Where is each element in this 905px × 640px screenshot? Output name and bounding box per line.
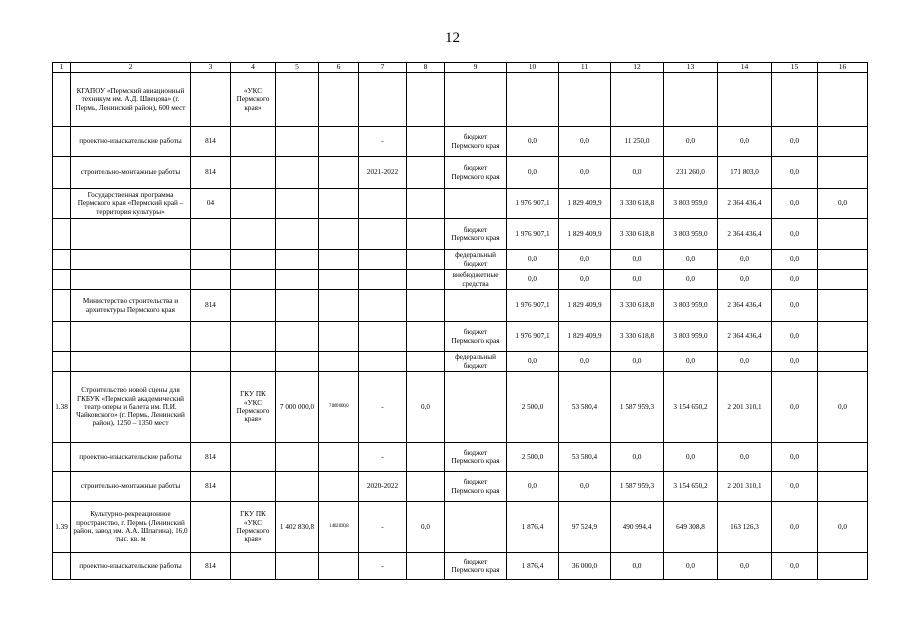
table-cell: 0,0 <box>611 157 664 189</box>
column-header: 16 <box>818 63 868 73</box>
table-cell: бюджет Пермского края <box>445 219 507 250</box>
column-header: 2 <box>71 63 191 73</box>
table-cell: 0,0 <box>818 189 868 219</box>
table-cell <box>319 157 359 189</box>
table-cell: 0,0 <box>772 270 818 290</box>
table-cell: 3 330 618,8 <box>611 219 664 250</box>
table-cell <box>276 553 319 580</box>
table-cell: 0,0 <box>772 502 818 553</box>
table-cell <box>818 290 868 322</box>
table-cell: 2 364 436,4 <box>718 322 772 352</box>
table-cell: 0,0 <box>818 502 868 553</box>
table-cell <box>319 472 359 502</box>
table-cell <box>231 189 276 219</box>
table-cell <box>445 372 507 443</box>
table-cell <box>818 250 868 270</box>
table-cell <box>319 127 359 157</box>
table-cell <box>276 443 319 472</box>
table-cell <box>359 250 407 270</box>
table-cell: 53 580,4 <box>559 372 611 443</box>
table-row <box>53 219 868 250</box>
table-cell <box>818 73 868 127</box>
table-cell: бюджет Пермского края <box>445 127 507 157</box>
table-cell: 0,0 <box>664 553 718 580</box>
table-cell: - <box>359 553 407 580</box>
table-cell: ГКУ ПК «УКС Пермского края» <box>231 502 276 553</box>
table-cell: 0,0 <box>507 157 559 189</box>
table-cell: 0,0 <box>507 250 559 270</box>
table-cell: федеральный бюджет <box>445 250 507 270</box>
column-header: 13 <box>664 63 718 73</box>
table-cell <box>818 352 868 372</box>
table-cell: 0,0 <box>507 270 559 290</box>
table-cell <box>818 270 868 290</box>
table-cell: 0,0 <box>664 352 718 372</box>
table-cell: 3 330 618,8 <box>611 322 664 352</box>
table-cell: 1 829 409,9 <box>559 290 611 322</box>
table-cell <box>231 290 276 322</box>
table-cell <box>319 73 359 127</box>
table-cell: 0,0 <box>772 352 818 372</box>
table-cell: 0,0 <box>611 250 664 270</box>
table-cell: - <box>359 502 407 553</box>
table-cell: 0,0 <box>664 443 718 472</box>
table-cell: 3 803 959,0 <box>664 189 718 219</box>
table-cell <box>71 322 191 352</box>
table-cell: 1 587 959,3 <box>611 472 664 502</box>
table-cell <box>407 553 445 580</box>
table-cell: 0,0 <box>507 127 559 157</box>
table-cell: 814 <box>191 157 231 189</box>
column-header: 12 <box>611 63 664 73</box>
table-cell: 0,0 <box>718 127 772 157</box>
table-cell <box>319 322 359 352</box>
table-cell: бюджет Пермского края <box>445 472 507 502</box>
table-cell: 1 829 409,9 <box>559 189 611 219</box>
table-cell: - <box>359 443 407 472</box>
table-cell <box>407 472 445 502</box>
table-cell: 171 803,0 <box>718 157 772 189</box>
table-cell <box>231 219 276 250</box>
table-cell <box>611 73 664 127</box>
table-cell <box>191 250 231 270</box>
table-cell <box>664 73 718 127</box>
table-cell <box>359 270 407 290</box>
table-cell <box>191 372 231 443</box>
table-cell: 814 <box>191 290 231 322</box>
table-cell: федеральный бюджет <box>445 352 507 372</box>
table-cell: 36 000,0 <box>559 553 611 580</box>
table-cell <box>507 73 559 127</box>
table-cell: 1 976 907,1 <box>507 322 559 352</box>
table-cell <box>319 352 359 372</box>
table-cell <box>445 290 507 322</box>
table-cell <box>53 127 71 157</box>
table-cell <box>53 443 71 472</box>
table-cell: 3 803 959,0 <box>664 219 718 250</box>
table-cell <box>276 270 319 290</box>
table-cell: 0,0 <box>611 270 664 290</box>
table-cell <box>359 73 407 127</box>
table-cell: 163 126,3 <box>718 502 772 553</box>
table-cell: 0,0 <box>772 250 818 270</box>
table-cell <box>445 73 507 127</box>
table-cell <box>231 553 276 580</box>
table-cell <box>231 322 276 352</box>
table-cell: 0,0 <box>772 127 818 157</box>
table-cell: 97 524,9 <box>559 502 611 553</box>
table-cell <box>359 352 407 372</box>
table-cell <box>818 472 868 502</box>
table-cell <box>445 189 507 219</box>
table-cell: Государственная программа Пермского края «Пермский край – территория культуры» <box>71 189 191 219</box>
table-cell: 2021-2022 <box>359 157 407 189</box>
table-cell: 814 <box>191 553 231 580</box>
table-cell: 814 <box>191 472 231 502</box>
table-cell: 0,0 <box>507 472 559 502</box>
table-row <box>53 250 868 270</box>
table-cell <box>276 73 319 127</box>
table-row <box>53 502 868 553</box>
table-cell: 0,0 <box>772 443 818 472</box>
table-cell <box>319 250 359 270</box>
table-cell <box>276 189 319 219</box>
table-cell <box>231 443 276 472</box>
table-cell: 0,0 <box>772 290 818 322</box>
table-cell <box>53 73 71 127</box>
table-cell <box>276 127 319 157</box>
table-cell: 0,0 <box>718 270 772 290</box>
table-cell: 1 876,4 <box>507 553 559 580</box>
table-cell: 0,0 <box>559 472 611 502</box>
table-cell: бюджет Пермского края <box>445 322 507 352</box>
table-cell: «УКС Пермского края» <box>231 73 276 127</box>
table-cell <box>818 157 868 189</box>
table-cell <box>319 189 359 219</box>
table-row <box>53 73 868 127</box>
column-header: 14 <box>718 63 772 73</box>
table-cell: 2 364 436,4 <box>718 290 772 322</box>
table-cell <box>276 219 319 250</box>
table-row <box>53 472 868 502</box>
table-row <box>53 322 868 352</box>
table-cell: 2020-2022 <box>359 472 407 502</box>
table-cell: 2 201 310,1 <box>718 372 772 443</box>
column-header: 8 <box>407 63 445 73</box>
table-cell: 53 580,4 <box>559 443 611 472</box>
column-header: 1 <box>53 63 71 73</box>
table-cell: 814 <box>191 127 231 157</box>
table-row <box>53 157 868 189</box>
table-cell: 7 000 000,0 <box>276 372 319 443</box>
table-cell <box>191 322 231 352</box>
table-cell: Культурно-рекреационное пространство, г. Пермь (Ленинский район, завод им. А.А. Шпагина), 16,0 тыс. кв. м <box>71 502 191 553</box>
table-cell: 649 308,8 <box>664 502 718 553</box>
table-cell: 1 976 907,1 <box>507 290 559 322</box>
table-cell: 3 330 618,8 <box>611 290 664 322</box>
table-cell <box>53 290 71 322</box>
table-row <box>53 270 868 290</box>
table-cell <box>276 250 319 270</box>
table-cell: строительно-монтажные работы <box>71 157 191 189</box>
table-cell <box>191 219 231 250</box>
table-cell <box>818 127 868 157</box>
table-cell <box>407 219 445 250</box>
table-cell: - <box>359 372 407 443</box>
table-cell <box>231 250 276 270</box>
table-cell: 3 803 959,0 <box>664 322 718 352</box>
table-cell: 0,0 <box>772 372 818 443</box>
table-cell <box>53 322 71 352</box>
table-cell: 0,0 <box>772 553 818 580</box>
table-cell <box>319 270 359 290</box>
table-cell <box>319 553 359 580</box>
table-cell <box>772 73 818 127</box>
table-cell: 11 250,0 <box>611 127 664 157</box>
table-cell: 3 803 959,0 <box>664 290 718 322</box>
header-row <box>53 63 868 73</box>
table-cell <box>359 219 407 250</box>
table-cell: 2 500,0 <box>507 372 559 443</box>
table-cell <box>407 443 445 472</box>
table-cell: 231 260,0 <box>664 157 718 189</box>
table-cell: 0,0 <box>664 250 718 270</box>
table-cell: проектно-изыскательские работы <box>71 443 191 472</box>
table-cell: 0,0 <box>718 443 772 472</box>
table-cell: 0,0 <box>718 352 772 372</box>
table-row <box>53 189 868 219</box>
table-row <box>53 127 868 157</box>
table-cell <box>53 189 71 219</box>
table-cell: 1 976 907,1 <box>507 189 559 219</box>
table-cell: 0,0 <box>772 157 818 189</box>
table-cell <box>71 250 191 270</box>
table-cell: 0,0 <box>507 352 559 372</box>
table-cell: бюджет Пермского края <box>445 443 507 472</box>
table-cell <box>818 553 868 580</box>
table-cell: 0,0 <box>559 270 611 290</box>
table-cell: 814 <box>191 443 231 472</box>
table-cell <box>71 352 191 372</box>
column-header: 4 <box>231 63 276 73</box>
table-cell: проектно-изыскательские работы <box>71 127 191 157</box>
column-header: 3 <box>191 63 231 73</box>
table-cell: 3 154 650,2 <box>664 472 718 502</box>
column-header: 10 <box>507 63 559 73</box>
table-cell: бюджет Пермского края <box>445 157 507 189</box>
table-cell <box>319 219 359 250</box>
table-cell <box>407 322 445 352</box>
table-cell <box>319 290 359 322</box>
table-cell: 0,0 <box>611 553 664 580</box>
table-cell: 490 994,4 <box>611 502 664 553</box>
table-cell <box>71 270 191 290</box>
table-row <box>53 352 868 372</box>
table-cell: 0,0 <box>718 553 772 580</box>
table-cell: 0,0 <box>611 352 664 372</box>
table-cell <box>319 443 359 472</box>
table-cell <box>191 73 231 127</box>
table-cell <box>191 270 231 290</box>
table-cell <box>359 290 407 322</box>
table-cell: строительно-монтажные работы <box>71 472 191 502</box>
table-cell: 0,0 <box>772 472 818 502</box>
table-cell <box>718 73 772 127</box>
table-cell: 2 500,0 <box>507 443 559 472</box>
table-cell <box>231 270 276 290</box>
table-cell <box>359 322 407 352</box>
table-row <box>53 443 868 472</box>
table-cell: 1 976 907,1 <box>507 219 559 250</box>
table-cell <box>191 502 231 553</box>
table-cell: 0,0 <box>559 127 611 157</box>
table-cell <box>407 290 445 322</box>
table-cell: бюджет Пермского края <box>445 553 507 580</box>
table-cell <box>231 127 276 157</box>
table-cell: 1 402 830,8 <box>276 502 319 553</box>
table-cell: 04 <box>191 189 231 219</box>
table-cell <box>53 352 71 372</box>
table-cell: 0,0 <box>772 219 818 250</box>
table-cell: 1 829 409,9 <box>559 322 611 352</box>
table-cell: Министерство строительства и архитектуры Пермского края <box>71 290 191 322</box>
page-number: 12 <box>445 30 460 46</box>
table-cell <box>445 502 507 553</box>
table-cell <box>359 189 407 219</box>
table-cell <box>53 472 71 502</box>
table-cell: 2 364 436,4 <box>718 219 772 250</box>
table-cell <box>71 219 191 250</box>
table-cell: 0,0 <box>818 372 868 443</box>
table-cell <box>559 73 611 127</box>
table-cell <box>276 322 319 352</box>
table-cell: 1 876,4 <box>507 502 559 553</box>
column-header: 11 <box>559 63 611 73</box>
table-cell: 1 587 959,3 <box>611 372 664 443</box>
table-cell: 0,0 <box>559 250 611 270</box>
table-cell <box>818 219 868 250</box>
table-cell <box>231 157 276 189</box>
table-cell: 0,0 <box>559 352 611 372</box>
table-cell <box>276 472 319 502</box>
table-row <box>53 372 868 443</box>
column-header: 6 <box>319 63 359 73</box>
table-cell: 1.38 <box>53 372 71 443</box>
table-cell <box>53 270 71 290</box>
table-cell: 2 201 310,1 <box>718 472 772 502</box>
column-header: 9 <box>445 63 507 73</box>
table-cell <box>276 157 319 189</box>
table-cell: Строительство новой сцены для ГКБУК «Пермский академический театр оперы и балета им. П.И. Чайковского» (г. Пермь, Ленинский район), 1250 – 1350 мест <box>71 372 191 443</box>
column-header: 5 <box>276 63 319 73</box>
table-cell: 1.39 <box>53 502 71 553</box>
table-cell: 7 000 000,0 <box>319 372 359 443</box>
table-cell <box>53 250 71 270</box>
table-cell: 1 829 409,9 <box>559 219 611 250</box>
budget-table <box>52 62 868 580</box>
table-cell: 0,0 <box>407 502 445 553</box>
table-cell: КГАПОУ «Пермский авиационный техникум им. А.Д. Швецова» (г. Пермь, Ленинский район), 600 мест <box>71 73 191 127</box>
table-cell <box>407 157 445 189</box>
table-cell <box>53 157 71 189</box>
column-header: 15 <box>772 63 818 73</box>
table-cell: внебюджетные средства <box>445 270 507 290</box>
table-cell: 1 402 830,8 <box>319 502 359 553</box>
table-cell: 0,0 <box>664 127 718 157</box>
table-cell <box>53 219 71 250</box>
table-cell: 0,0 <box>772 322 818 352</box>
table-cell <box>818 443 868 472</box>
table-cell <box>407 270 445 290</box>
table-cell <box>407 189 445 219</box>
table-cell: 0,0 <box>772 189 818 219</box>
table-cell <box>407 352 445 372</box>
table-cell: 0,0 <box>664 270 718 290</box>
table-cell <box>407 73 445 127</box>
table-cell: 0,0 <box>718 250 772 270</box>
table-cell <box>191 352 231 372</box>
table-row <box>53 553 868 580</box>
table-cell: 0,0 <box>611 443 664 472</box>
table-cell <box>276 290 319 322</box>
table-cell <box>53 553 71 580</box>
table-row <box>53 290 868 322</box>
table-cell: проектно-изыскательские работы <box>71 553 191 580</box>
table-cell <box>231 352 276 372</box>
table-cell <box>276 352 319 372</box>
table-cell: ГКУ ПК «УКС Пермского края» <box>231 372 276 443</box>
table-cell: - <box>359 127 407 157</box>
table-cell: 2 364 436,4 <box>718 189 772 219</box>
table-cell <box>818 322 868 352</box>
column-header: 7 <box>359 63 407 73</box>
table-cell: 0,0 <box>407 372 445 443</box>
table-cell: 3 154 650,2 <box>664 372 718 443</box>
table-cell <box>407 127 445 157</box>
table-cell <box>231 472 276 502</box>
table-cell <box>407 250 445 270</box>
table-cell: 0,0 <box>559 157 611 189</box>
table-cell: 3 330 618,8 <box>611 189 664 219</box>
